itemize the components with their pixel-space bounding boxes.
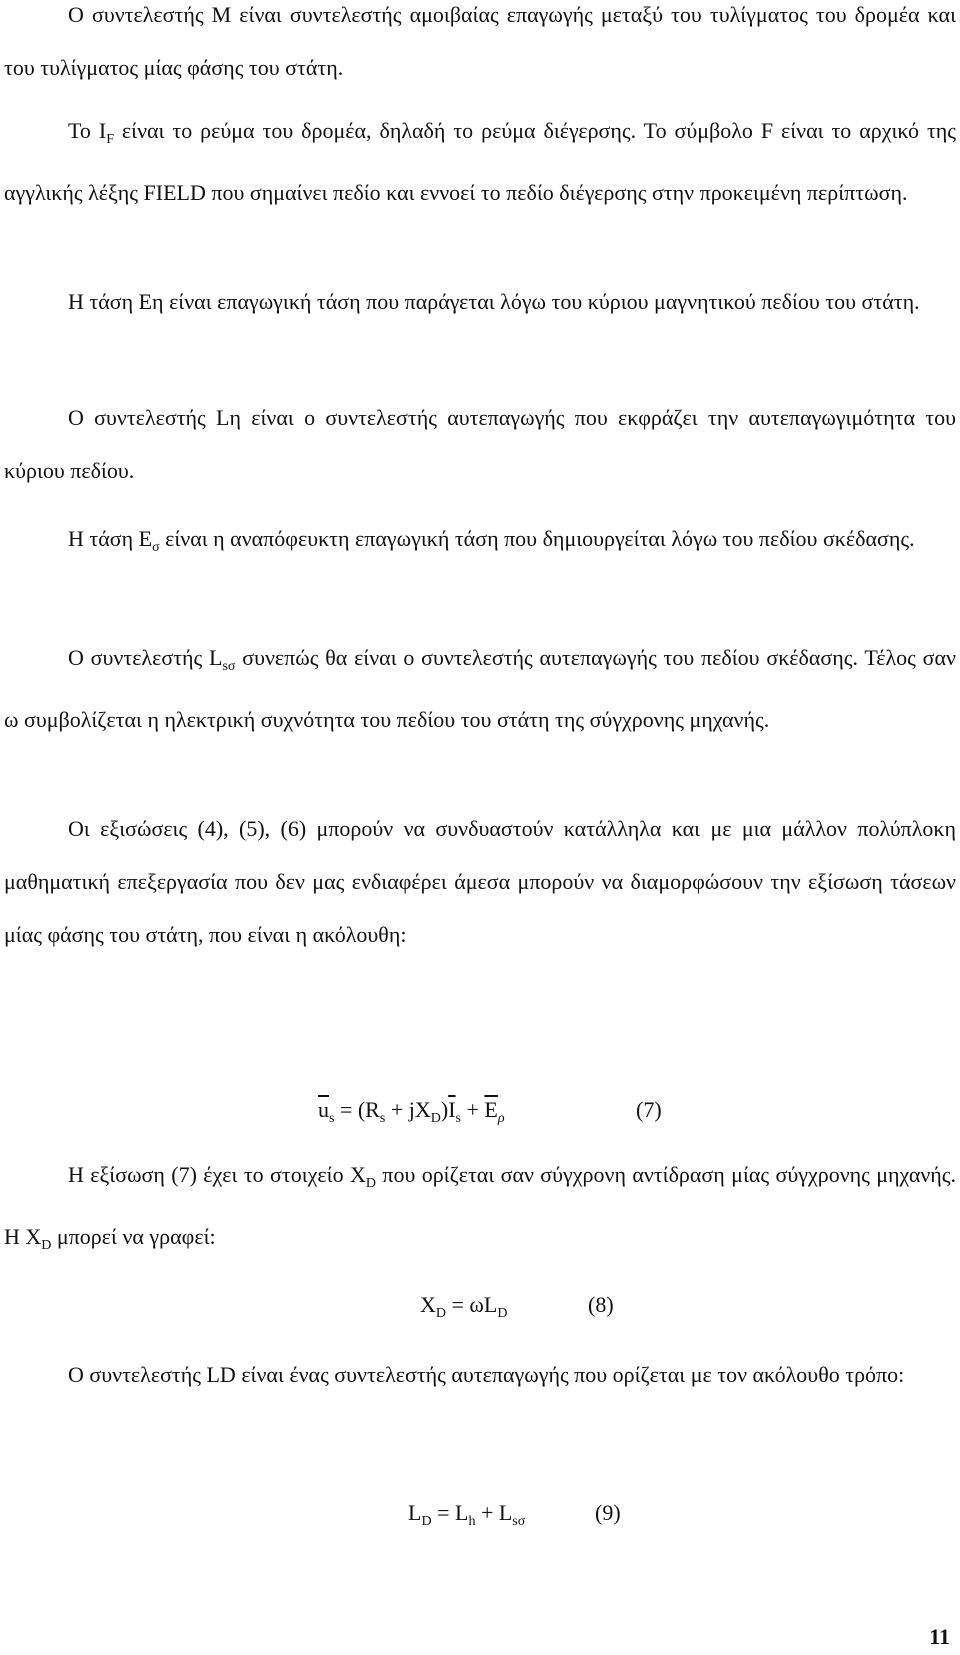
subscript: D (421, 1514, 432, 1529)
eq-symbol: + jX (385, 1097, 431, 1122)
subscript: ρ (497, 1111, 505, 1126)
subscript: D (41, 1238, 52, 1253)
paragraph-text: Η εξίσωση (7) έχει το στοιχείο X (68, 1162, 366, 1187)
eq-symbol: + L (475, 1500, 513, 1525)
equation-7-label: (7) (636, 1097, 662, 1122)
paragraph-text: συνεπώς θα είναι ο συντελεστής αυτεπαγωγής του πεδίου σκέδασης. Τέλος σαν ω συμβολίζεται η ηλεκτρική συχνότητα του πεδίου του στάτη της σύγχρονης μηχανής. (4, 645, 956, 732)
subscript: F (106, 132, 114, 147)
equation-8 (420, 1290, 507, 1329)
paragraph-text: που ορίζεται σαν σύγχρονη αντίδραση μίας σύγχρονης μηχανής. Η X (4, 1162, 957, 1249)
equation-8-label: (8) (588, 1292, 614, 1317)
eq-symbol: L (408, 1500, 422, 1525)
equation-9-label: (9) (595, 1500, 621, 1525)
subscript: sσ (222, 659, 236, 674)
paragraph-field-current (4, 104, 956, 219)
subscript: s (379, 1111, 386, 1126)
page-number: 11 (929, 1624, 950, 1649)
equation-9 (408, 1498, 525, 1537)
subscript: D (430, 1111, 441, 1126)
paragraph-leakage-inductance (4, 631, 956, 746)
eq-symbol: = ωL (446, 1292, 498, 1317)
paragraph-text: Ο συντελεστής Lη είναι ο συντελεστής αυτεπαγωγής που εκφράζει την αυτεπαγωγιμότητα του κύριου πεδίου. (4, 405, 956, 483)
subscript: sσ (512, 1514, 526, 1529)
subscript: D (435, 1306, 447, 1321)
subscript: σ (152, 540, 160, 555)
paragraph-induced-voltage (4, 275, 956, 328)
paragraph-text: είναι η αναπόφευκτη επαγωγική τάση που δημιουργείται λόγω του πεδίου σκέδασης. (159, 526, 915, 551)
eq-symbol: $\overline{u}$ (318, 1097, 329, 1122)
subscript: D (365, 1176, 376, 1191)
paragraph-text: μπορεί να γραφεί: (51, 1224, 216, 1249)
subscript: h (468, 1514, 476, 1529)
eq-symbol: $\overline{E}$ (484, 1097, 498, 1122)
paragraph-text: Οι εξισώσεις (4), (5), (6) μπορούν να συνδυαστούν κατάλληλα και με μια μάλλον πολύπλοκη μαθηματική επεξεργασία που δεν μας ενδιαφέρει άμεσα μπορούν να διαμορφώσουν την εξίσωση τάσεων μίας φάσης του στάτη, που είναι η ακόλουθη: (4, 816, 956, 947)
subscript: s (455, 1111, 461, 1126)
eq-symbol: $\overline{I}$ (448, 1097, 456, 1122)
subscript: D (497, 1306, 508, 1321)
paragraph-mutual-inductance (4, 0, 956, 94)
subscript: s (329, 1111, 335, 1126)
paragraph-text: Ο συντελεστής M είναι συντελεστής αμοιβαίας επαγωγής μεταξύ του τυλίγματος του δρομέα και του τυλίγματος μίας φάσης του στάτη. (4, 2, 956, 80)
paragraph-text: Η τάση Eη είναι επαγωγική τάση που παράγεται λόγω του κύριου μαγνητικού πεδίου του στάτη. (68, 289, 920, 314)
paragraph-text: είναι το ρεύμα του δρομέα, δηλαδή το ρεύμα διέγερσης. Το σύμβολο F είναι το αρχικό της αγγλικής λέξης FIELD που σημαίνει πεδίο και εννοεί το πεδίο διέγερσης στην προκειμένη περίπτωση. (4, 118, 957, 205)
eq-symbol: = (R (334, 1097, 380, 1122)
eq-symbol: ) (440, 1097, 449, 1122)
paragraph-self-inductance (4, 391, 956, 497)
paragraph-leakage-voltage (4, 512, 956, 574)
paragraph-synchronous-reactance (4, 1148, 956, 1272)
paragraph-text: Η τάση E (68, 526, 153, 551)
paragraph-text: Το I (68, 118, 107, 143)
eq-symbol: X (420, 1292, 436, 1317)
paragraph-equations-combined (4, 802, 956, 961)
paragraph-text: Ο συντελεστής LD είναι ένας συντελεστής αυτεπαγωγής που ορίζεται με τον ακόλουθο τρόπο: (68, 1362, 905, 1387)
equation-7 (318, 1095, 505, 1134)
paragraph-text: Ο συντελεστής L (68, 645, 223, 670)
eq-symbol: = L (431, 1500, 469, 1525)
eq-symbol: + (460, 1097, 485, 1122)
paragraph-ld-coefficient (4, 1348, 956, 1401)
